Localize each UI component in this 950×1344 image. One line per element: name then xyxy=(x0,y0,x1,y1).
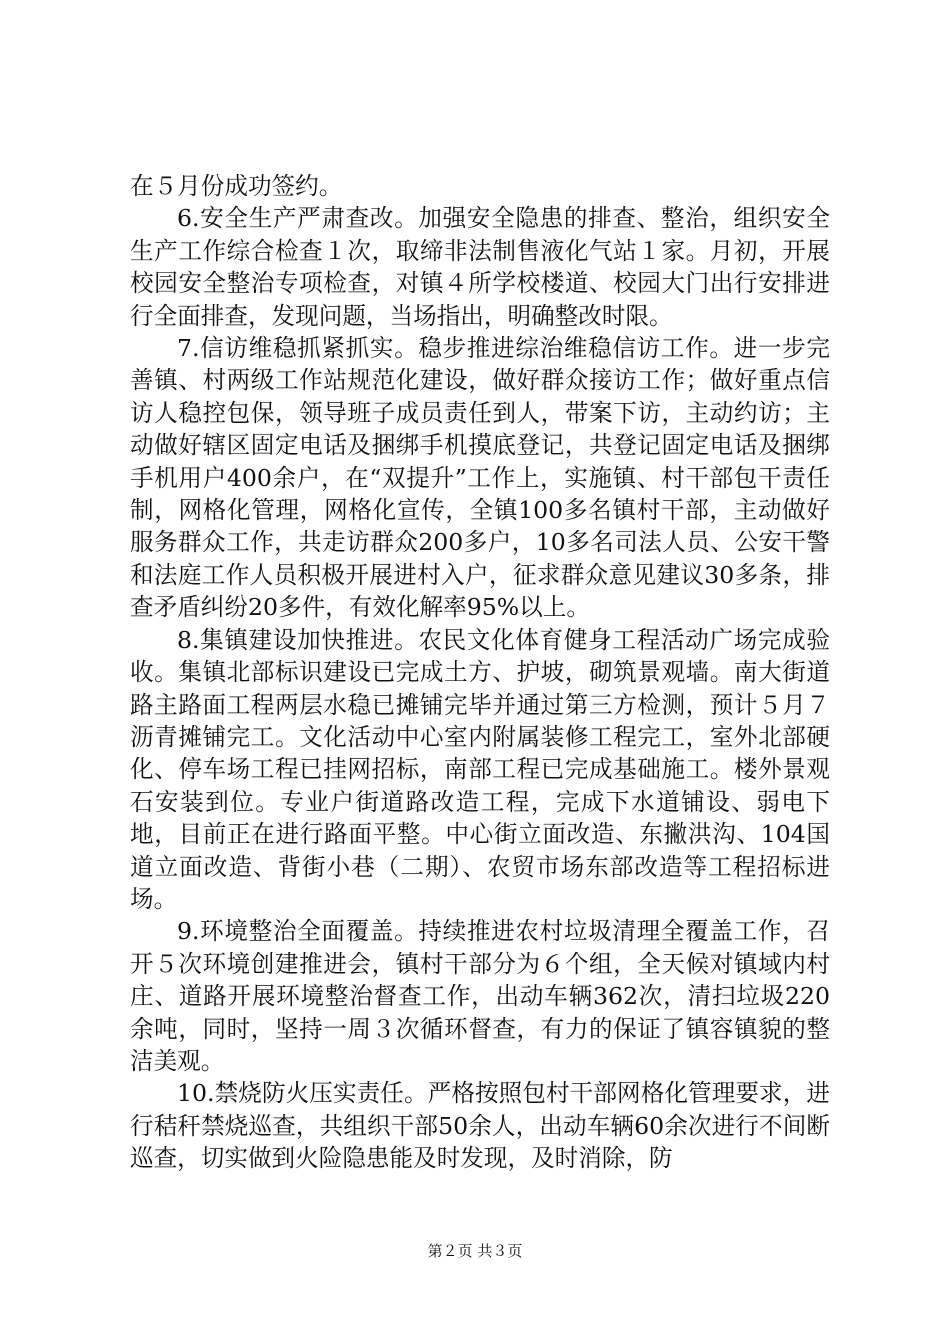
paragraph-town-construction: 8.集镇建设加快推进。农民文化体育健身工程活动广场完成验收。集镇北部标识建设已完成土方、护坡，砌筑景观墙。南大街道路主路面工程两层水稳已摊铺完毕并通过第三方检测，预计５月７沥青摊铺完工。文化活动中心室内附属装修工程完工，室外北部硬化、停车场工程已挂网招标，南部工程已完成基础施工。楼外景观石安装到位。专业户街道路改造工程，完成下水道铺设、弱电下地，目前正在进行路面平整。中心街立面改造、东撇洪沟、104国道立面改造、背街小巷（二期）、农贸市场东部改造等工程招标进场。 xyxy=(130,625,830,913)
paragraph-petition-stability: 7.信访维稳抓紧抓实。稳步推进综治维稳信访工作。进一步完善镇、村两级工作站规范化建设，做好群众接访工作；做好重点信访人稳控包保，领导班子成员责任到人，带案下访，主动约访；主动做好辖区固定电话及捆绑手机摸底登记，共登记固定电话及捆绑手机用户400余户，在“双提升”工作上，实施镇、村干部包干责任制，网格化管理，网格化宣传，全镇100多名镇村干部，主动做好服务群众工作，共走访群众200多户，10多名司法人员、公安干警和法庭工作人员积极开展进村入户，征求群众意见建议30多条，排查矛盾纠纷20多件，有效化解率95%以上。 xyxy=(130,334,830,622)
document-body xyxy=(130,170,830,1175)
page-footer: 第２页 共３页 xyxy=(427,1242,523,1260)
paragraph-environment: 9.环境整治全面覆盖。持续推进农村垃圾清理全覆盖工作，召开５次环境创建推进会，镇村干部分为６个组，全天候对镇域内村庄、道路开展环境整治督查工作，出动车辆362次，清扫垃圾220余吨，同时，坚持一周３次循环督查，有力的保证了镇容镇貌的整洁美观。 xyxy=(130,917,830,1075)
paragraph-continuation: 在５月份成功签约。 xyxy=(130,172,343,200)
paragraph-fire-prevention: 10.禁烧防火压实责任。严格按照包村干部网格化管理要求，进行秸秆禁烧巡查，共组织干部50余人，出动车辆60余次进行不间断巡查，切实做到火险隐患能及时发现，及时消除，防 xyxy=(130,1079,830,1173)
paragraph-safety-production: 6.安全生产严肃查改。加强安全隐患的排查、整治，组织安全生产工作综合检查１次，取缔非法制售液化气站１家。月初，开展校园安全整治专项检查，对镇４所学校楼道、校园大门出行安排进行全面排查，发现问题，当场指出，明确整改时限。 xyxy=(130,204,830,330)
